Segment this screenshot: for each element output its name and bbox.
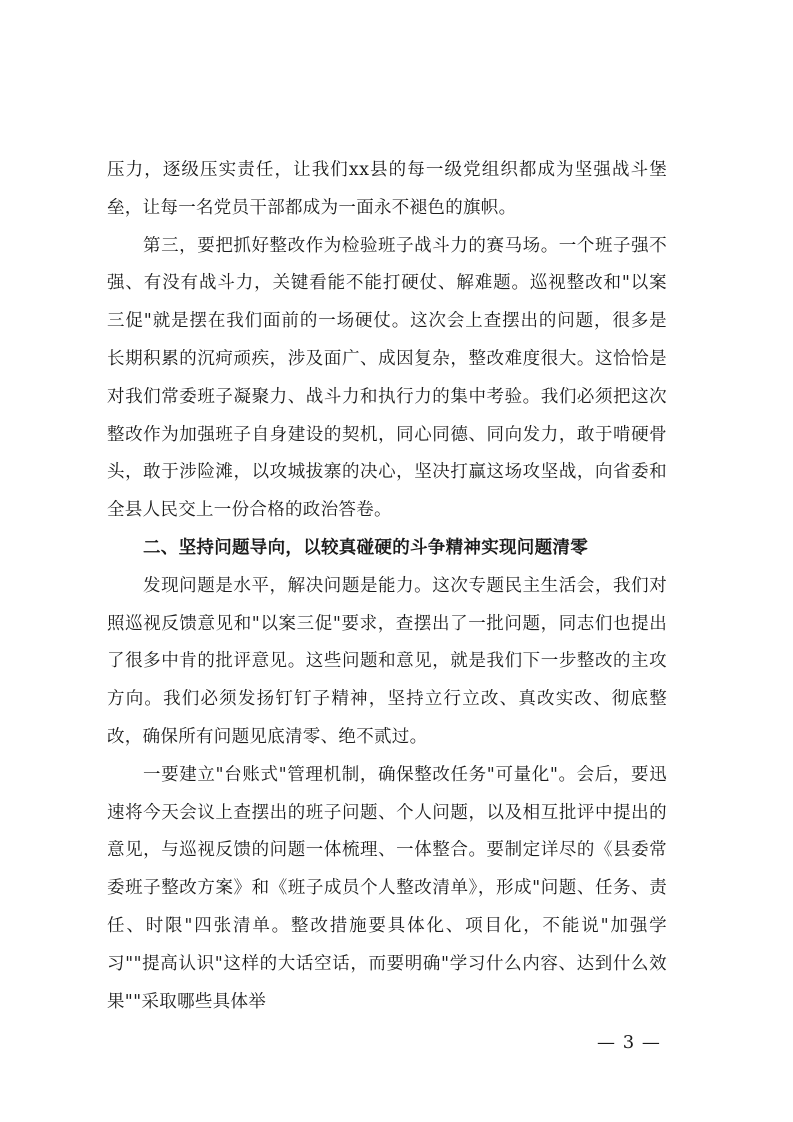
paragraph-third-point: 第三，要把抓好整改作为检验班子战斗力的赛马场。一个班子强不强、有没有战斗力，关键看能不能打硬仗、解难题。巡视整改和"以案三促"就是摆在我们面前的一场硬仗。这次会上查摆出的问题，很多是长期积累的沉疴顽疾，涉及面广、成因复杂，整改难度很大。这恰恰是对我们常委班子凝聚力、战斗力和执行力的集中考验。我们必须把这次整改作为加强班子自身建设的契机，同心同德、同向发力，敢于啃硬骨头，敢于涉险滩，以攻城拔寨的决心，坚决打赢这场攻坚战，向省委和全县人民交上一份合格的政治答卷。: [107, 235, 667, 521]
paragraph-ledger-mechanism: 一要建立"台账式"管理机制，确保整改任务"可量化"。会后，要迅速将今天会议上查摆出的班子问题、个人问题，以及相互批评中提出的意见，与巡视反馈的问题一体梳理、一体整合。要制定详尽的《县委常委班子整改方案》和《班子成员个人整改清单》，形成"问题、任务、责任、时限"四张清单。整改措施要具体化、项目化，不能说"加强学习""提高认识"这样的大话空话，而要明确"学习什么内容、达到什么效果""采取哪些具体举: [107, 764, 667, 1012]
page-number: — 3 —: [597, 1032, 661, 1053]
paragraph-continuation: 压力，逐级压实责任，让我们xx县的每一级党组织都成为坚强战斗堡垒，让每一名党员干部都成为一面永不褪色的旗帜。: [107, 160, 667, 218]
paragraph-problem-orientation: 发现问题是水平，解决问题是能力。这次专题民主生活会，我们对照巡视反馈意见和"以案三促"要求，查摆出了一批问题，同志们也提出了很多中肯的批评意见。这些问题和意见，就是我们下一步整改的主攻方向。我们必须发扬钉钉子精神，坚持立行立改、真改实改、彻底整改，确保所有问题见底清零、绝不贰过。: [107, 575, 667, 747]
document-body: [107, 152, 667, 1021]
section-heading-2: 二、坚持问题导向，以较真碰硬的斗争精神实现问题清零: [143, 537, 588, 558]
